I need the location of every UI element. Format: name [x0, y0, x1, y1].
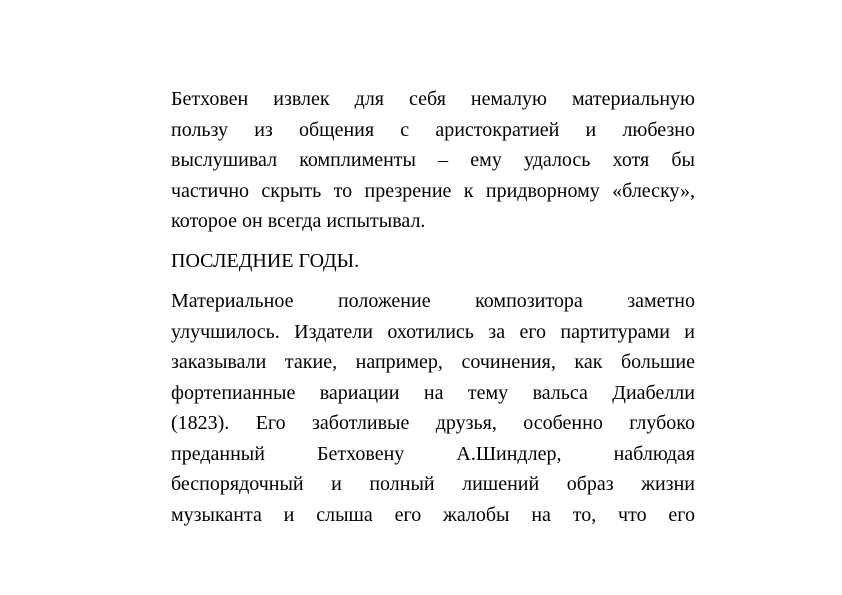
- paragraph-line: беспорядочный и полный лишений образ жизни: [171, 473, 695, 495]
- paragraph-2: [171, 286, 695, 530]
- section-heading: ПОСЛЕДНИЕ ГОДЫ.: [171, 250, 360, 272]
- paragraph-line: Бетховен извлек для себя немалую материальную: [171, 88, 695, 110]
- section-heading-wrapper: [171, 246, 695, 276]
- paragraph-1: [171, 84, 695, 237]
- paragraph-line: преданный Бетховену А.Шиндлер, наблюдая: [171, 442, 695, 465]
- paragraph-line: Материальное положение композитора заметно: [171, 290, 695, 312]
- paragraph-line: фортепианные вариации на тему вальса Диабелли: [171, 381, 695, 404]
- paragraph-line: улучшилось. Издатели охотились за его партитурами и: [171, 320, 695, 343]
- paragraph-line: заказывали такие, например, сочинения, как большие: [171, 351, 695, 373]
- paragraph-line: (1823). Его заботливые друзья, особенно глубоко: [171, 412, 695, 434]
- paragraph-line: пользу из общения с аристократией и любезно: [171, 118, 695, 141]
- paragraph-line: которое он всегда испытывал.: [171, 210, 426, 232]
- paragraph-line: выслушивал комплименты – ему удалось хотя бы: [171, 149, 695, 171]
- paragraph-line: музыканта и слыша его жалобы на то, что его: [171, 503, 695, 526]
- paragraph-line: частично скрыть то презрение к придворному «блеску»,: [171, 179, 695, 202]
